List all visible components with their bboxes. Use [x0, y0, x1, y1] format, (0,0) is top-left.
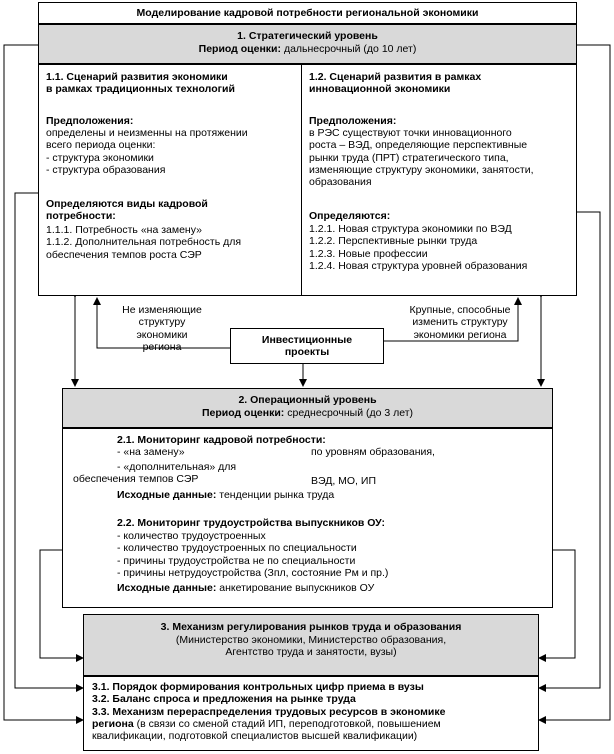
mechanism-subtitle: (Министерство экономики, Министерство образования, Агентство труда и занятости, вузы) — [175, 634, 447, 659]
mechanism-header — [83, 614, 539, 676]
monitoring-needs-source: Исходные данные: тенденции рынка труда — [117, 489, 335, 501]
mechanism-item3-line1: 3.3. Механизм перераспределения трудовых ресурсов в экономике — [92, 706, 446, 718]
mechanism-item3-line3: квалификации, подготовкой специалистов высшей квалификации) — [92, 730, 418, 742]
operational-level-header — [62, 388, 553, 428]
monitoring-additional-cont: обеспечения темпов СЭР — [73, 473, 199, 485]
innovative-defined-label: Определяются: — [309, 210, 391, 222]
diagram-title-box — [38, 2, 577, 24]
monitoring-needs-title: 2.1. Мониторинг кадровой потребности: — [117, 434, 326, 446]
strategic-period — [39, 43, 576, 55]
investment-projects-title: Инвестиционные проекты — [261, 334, 353, 359]
innovative-assumptions-label: Предположения: — [309, 115, 397, 127]
mechanism-items-box — [83, 676, 539, 751]
scenario-traditional-title: 1.1. Сценарий развития экономики в рамках традиционных технологий — [46, 71, 235, 96]
monitoring-graduates-title: 2.2. Мониторинг трудоустройства выпускников ОУ: — [117, 517, 385, 529]
scenario-innovative-title: 1.2. Сценарий развития в рамках инновационной экономики — [309, 71, 482, 96]
investment-right-note: Крупные, способные изменить структуру экономики региона — [409, 304, 511, 341]
operational-period-label: Период оценки: — [201, 407, 285, 419]
monitoring-by-education: по уровням образования, — [311, 446, 435, 458]
strategic-period-value: дальнесрочный (до 10 лет) — [283, 43, 417, 55]
operational-monitoring-box — [62, 428, 553, 608]
monitoring-graduates-source: Исходные данные: анкетирование выпускников ОУ — [117, 582, 375, 594]
monitoring-by-sector: ВЭД, МО, ИП — [311, 475, 376, 487]
traditional-items: 1.1.1. Потребность «на замену» 1.1.2. Дополнительная потребность для обеспечения темпов роста СЭР — [46, 224, 242, 261]
mechanism-items: 3.1. Порядок формирования контрольных цифр приема в вузы 3.2. Баланс спроса и предложения на рынке труда — [92, 681, 424, 706]
innovative-items: 1.2.1. Новая структура экономики по ВЭД 1.2.2. Перспективные рынки труда 1.2.3. Новые профессии 1.2.4. Новая структура уровней образования — [309, 223, 528, 272]
innovative-assumptions: в РЭС существуют точки инновационного роста – ВЭД, определяющие перспективные рынки труда (ПРТ) стратегического типа, изменяющие структуру экономики, занятости, образования — [309, 127, 534, 189]
investment-projects-box — [230, 328, 384, 364]
operational-period-value: среднесрочный (до 3 лет) — [287, 407, 414, 419]
strategic-period-label: Период оценки: — [198, 43, 282, 55]
operational-period — [63, 407, 552, 419]
monitoring-replacement: - «на замену» — [117, 446, 185, 458]
traditional-assumptions-label: Предположения: — [46, 115, 134, 127]
monitoring-additional: - «дополнительная» для — [117, 461, 237, 473]
monitoring-graduates-items: - количество трудоустроенных - количество трудоустроенных по специальности - причины трудоустройства не по специальности - причины нетрудоустройства (Зпл, состояние Рм и пр.) — [117, 530, 389, 579]
mechanism-item3-line2: региона (в связи со сменой стадий ИП, переподготовкой, повышением — [92, 718, 441, 730]
diagram-title: Моделирование кадровой потребности региональной экономики — [136, 7, 479, 19]
strategic-level-title: 1. Стратегический уровень — [237, 30, 378, 42]
investment-left-note: Не изменяющие структуру экономики региона — [122, 304, 202, 353]
mechanism-title: 3. Механизм регулирования рынков труда и образования — [160, 621, 462, 633]
scenario-innovative — [301, 64, 577, 296]
strategic-level-header — [38, 24, 577, 64]
traditional-assumptions: определены и неизменны на протяжении всего периода оценки: - структура экономики - структура образования — [46, 127, 248, 176]
traditional-defined-label: Определяются виды кадровой потребности: — [46, 198, 208, 223]
operational-level-title: 2. Операционный уровень — [238, 394, 377, 406]
scenario-traditional — [38, 64, 302, 296]
